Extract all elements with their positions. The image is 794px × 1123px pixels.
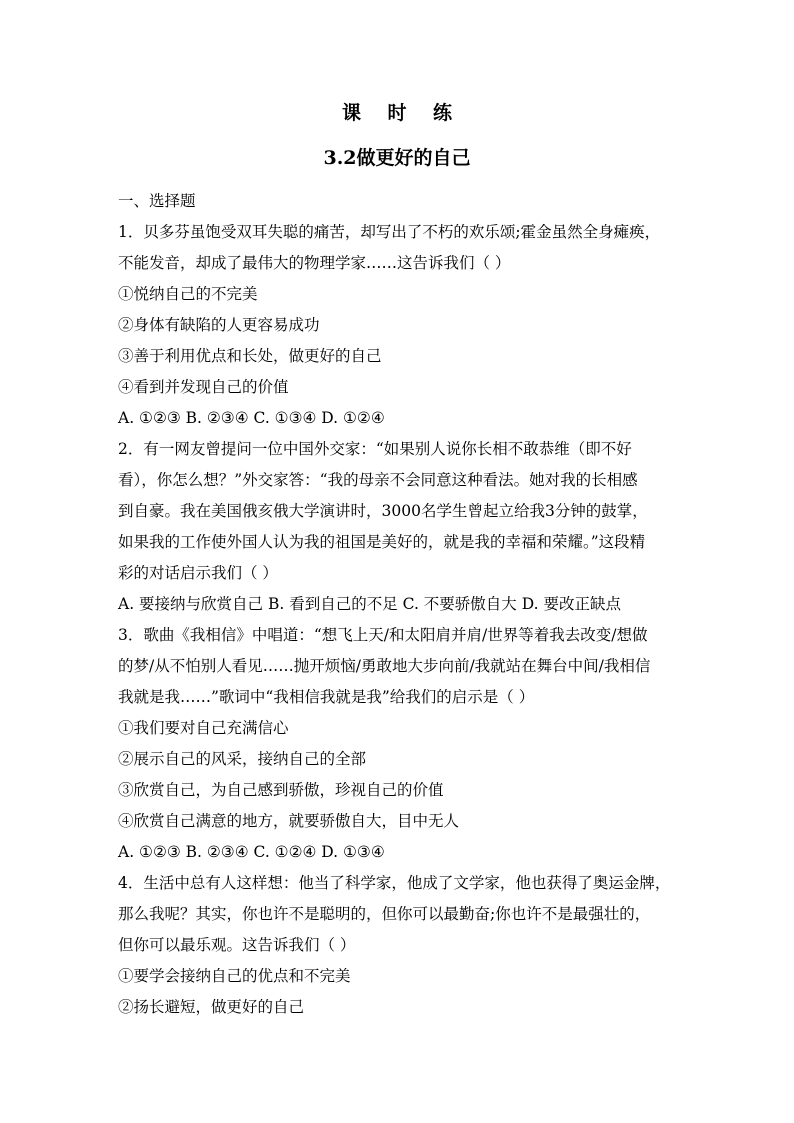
question-1 — [118, 217, 678, 434]
page-title: 课 时 练 — [342, 102, 452, 124]
question-3-line-3: 我就是我……”歌词中“我相信我就是我”给我们的启示是（ ） — [118, 688, 535, 706]
question-3-option-4: ④欣赏自己满意的地方，就要骄傲自大，目中无人 — [118, 812, 460, 830]
question-2-line-4: 如果我的工作使外国人认为我的祖国是美好的，就是我的幸福和荣耀。”这段精 — [118, 533, 646, 551]
question-3-choices: A. ①②③ B. ②③④ C. ①②④ D. ①③④ — [118, 843, 385, 861]
question-2-choices: A. 要接纳与欣赏自己 B. 看到自己的不足 C. 不要骄傲自大 D. 要改正缺点 — [118, 595, 621, 613]
question-4-line-2: 那么我呢？其实，你也许不是聪明的，但你可以最勤奋;你也许不是最强壮的， — [118, 905, 651, 923]
question-3-option-1: ①我们要对自己充满信心 — [118, 719, 289, 737]
question-2-line-3: 到自豪。我在美国俄亥俄大学演讲时，3000名学生曾起立给我3分钟的鼓掌， — [118, 502, 648, 520]
question-4-line-1: 4．生活中总有人这样想：他当了科学家，他成了文学家，他也获得了奥运金牌， — [118, 874, 671, 892]
document-body — [118, 186, 678, 1023]
question-3-option-2: ②展示自己的风采，接纳自己的全部 — [118, 750, 367, 768]
section-heading: 一、选择题 — [118, 192, 196, 210]
lesson-subtitle: 3.2做更好的自己 — [323, 147, 471, 169]
question-4-option-1: ①要学会接纳自己的优点和不完美 — [118, 967, 351, 985]
question-1-choices: A. ①②③ B. ②③④ C. ①③④ D. ①②④ — [118, 409, 385, 427]
question-3 — [118, 620, 678, 868]
question-2 — [118, 434, 678, 620]
question-1-option-4: ④看到并发现自己的价值 — [118, 378, 289, 396]
question-1-line-2: 不能发音，却成了最伟大的物理学家……这告诉我们（ ） — [118, 254, 511, 272]
question-3-option-3: ③欣赏自己，为自己感到骄傲，珍视自己的价值 — [118, 781, 444, 799]
question-4-line-3: 但你可以最乐观。这告诉我们（ ） — [118, 936, 356, 954]
question-4 — [118, 868, 678, 1023]
question-1-option-1: ①悦纳自己的不完美 — [118, 285, 258, 303]
question-1-option-3: ③善于利用优点和长处，做更好的自己 — [118, 347, 382, 365]
question-1-option-2: ②身体有缺陷的人更容易成功 — [118, 316, 320, 334]
question-3-line-1: 3．歌曲《我相信》中唱道：“想飞上天/和太阳肩并肩/世界等着我去改变/想做 — [118, 626, 648, 644]
question-2-line-2: 看），你怎么想？”外交家答：“我的母亲不会同意这种看法。她对我的长相感 — [118, 471, 638, 489]
question-2-line-1: 2．有一网友曾提问一位中国外交家：“如果别人说你长相不敢恭维（即不好 — [118, 440, 632, 458]
question-1-line-1: 1．贝多芬虽饱受双耳失聪的痛苦，却写出了不朽的欢乐颂;霍金虽然全身瘫痪， — [118, 223, 661, 241]
question-2-line-5: 彩的对话启示我们（ ） — [118, 564, 278, 582]
question-3-line-2: 的梦/从不怕别人看见……抛开烦恼/勇敢地大步向前/我就站在舞台中间/我相信 — [118, 657, 651, 675]
question-4-option-2: ②扬长避短，做更好的自己 — [118, 998, 305, 1016]
